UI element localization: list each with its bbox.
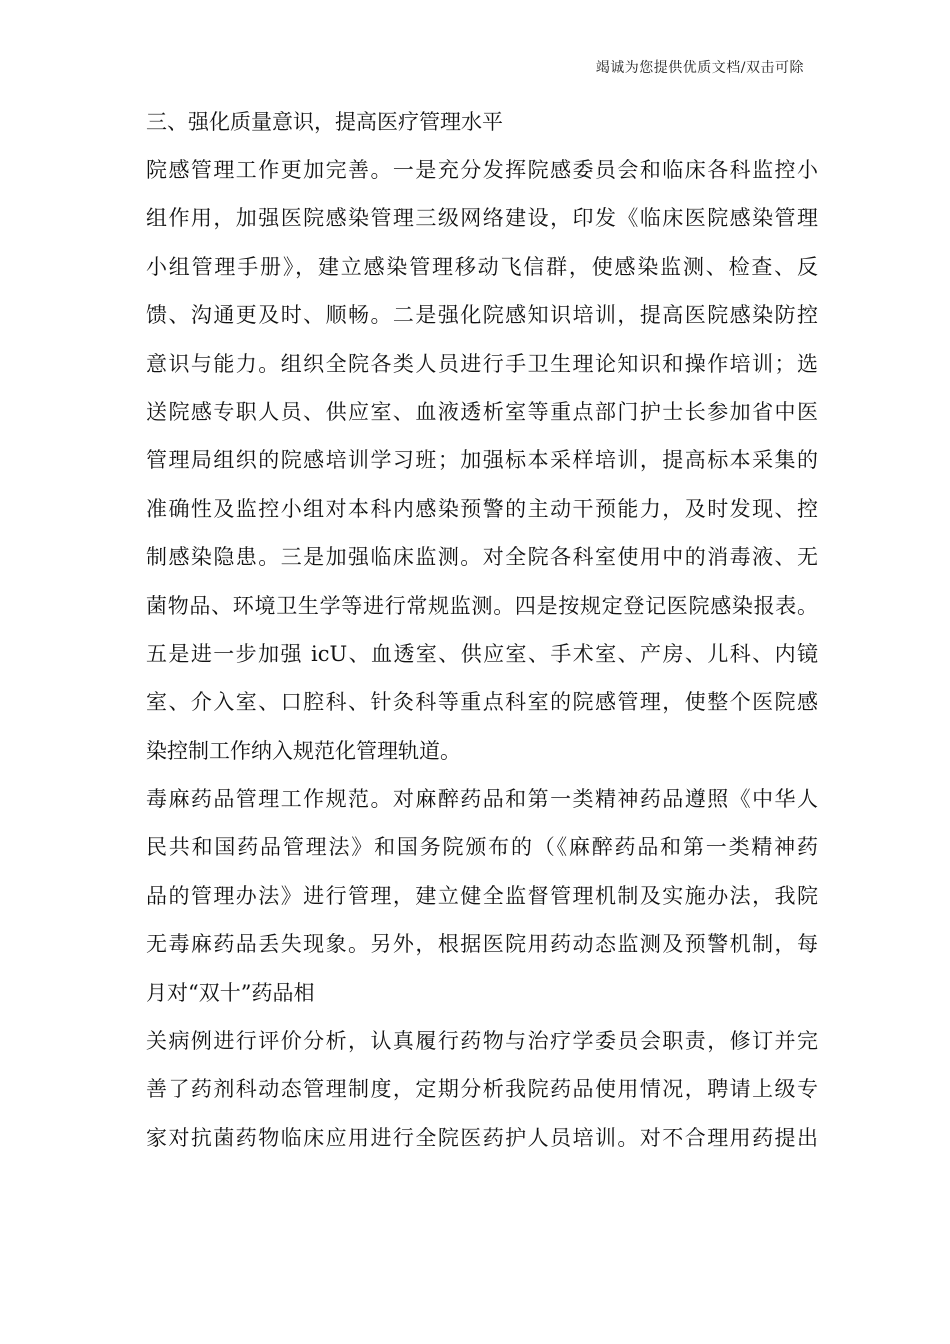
section-heading: 三、强化质量意识，提高医疗管理水平 [146,110,503,134]
text-line: 室、介入室、口腔科、针灸科等重点科室的院感管理，使整个医院感 [146,690,818,715]
text-line: 品的管理办法》进行管理，建立健全监督管理机制及实施办法，我院 [146,883,818,908]
text-line: 组作用，加强医院感染管理三级网络建设，印发《临床医院感染管理 [146,206,818,231]
text-line: 毒麻药品管理工作规范。对麻醉药品和第一类精神药品遵照《中华人 [146,787,818,812]
text-line: 送院感专职人员、供应室、血液透析室等重点部门护士长参加省中医 [146,399,818,424]
text-line: 意识与能力。组织全院各类人员进行手卫生理论知识和操作培训；选 [146,351,818,376]
text-line: 善了药剂科动态管理制度，定期分析我院药品使用情况，聘请上级专 [146,1077,818,1102]
text-line: 五是进一步加强 icU、血透室、供应室、手术室、产房、儿科、内镜 [146,641,818,666]
paragraph-narcotic-drugs [146,775,818,1017]
text-line: 家对抗菌药物临床应用进行全院医药护人员培训。对不合理用药提出 [146,1125,818,1150]
text-line: 染控制工作纳入规范化管理轨道。 [146,738,461,763]
text-line: 准确性及监控小组对本科内感染预警的主动干预能力，及时发现、控 [146,496,818,521]
paragraph-case-evaluation [146,1017,818,1162]
text-line: 月对“双十”药品相 [146,980,315,1005]
text-line: 民共和国药品管理法》和国务院颁布的（《麻醉药品和第一类精神药 [146,835,818,860]
text-line: 无毒麻药品丢失现象。另外，根据医院用药动态监测及预警机制，每 [146,932,818,957]
text-line: 馈、沟通更及时、顺畅。二是强化院感知识培训，提高医院感染防控 [146,303,818,328]
document-body [146,98,818,1162]
header-note: 竭诚为您提供优质文档/双击可除 [595,60,804,76]
text-line: 管理局组织的院感培训学习班；加强标本采样培训，提高标本采集的 [146,448,818,473]
text-line: 小组管理手册》，建立感染管理移动飞信群，使感染监测、检查、反 [146,254,818,279]
text-line: 院感管理工作更加完善。一是充分发挥院感委员会和临床各科监控小 [146,158,818,182]
text-line: 关病例进行评价分析，认真履行药物与治疗学委员会职责，修订并完 [146,1029,818,1054]
text-line: 菌物品、环境卫生学等进行常规监测。四是按规定登记医院感染报表。 [146,593,818,618]
paragraph-infection-control [146,146,818,775]
text-line: 制感染隐患。三是加强临床监测。对全院各科室使用中的消毒液、无 [146,545,818,570]
